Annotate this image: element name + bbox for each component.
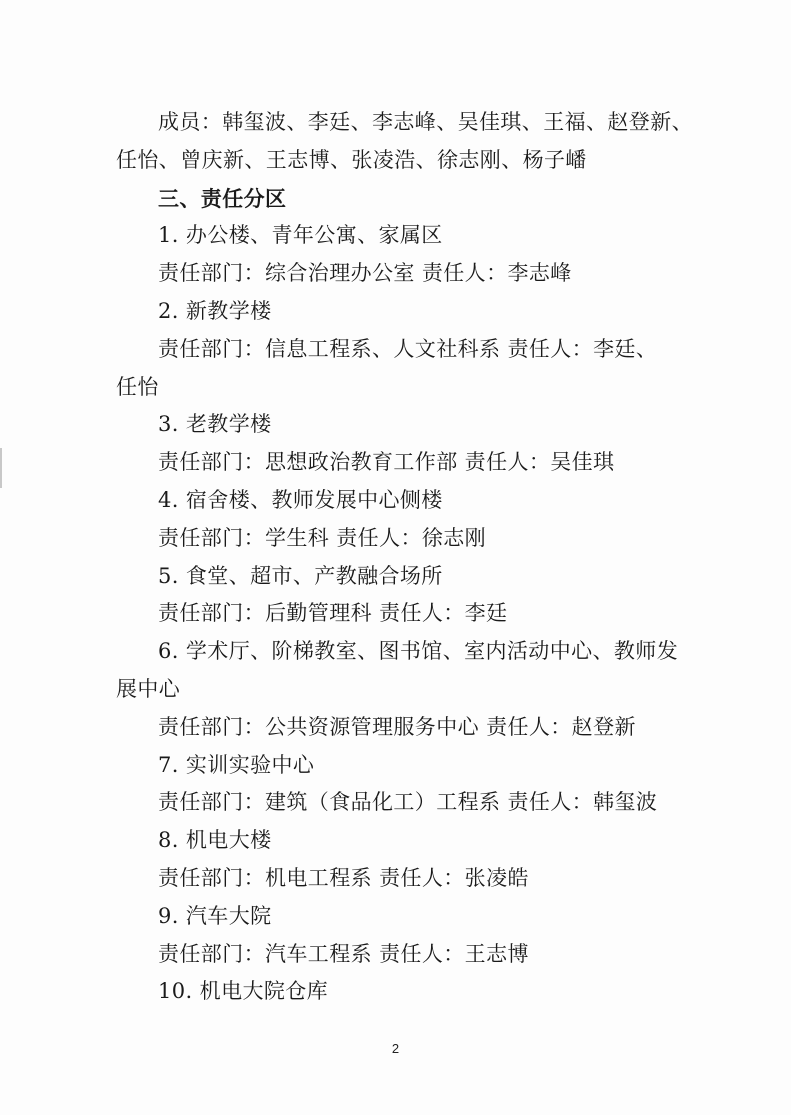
text-line: 任怡、曾庆新、王志博、张凌浩、徐志刚、杨子嶓 — [116, 147, 587, 172]
text-line: 责任部门：汽车工程系 责任人：王志博 — [158, 941, 529, 966]
text-line: 责任部门：综合治理办公室 责任人：李志峰 — [158, 261, 572, 286]
text-line: 责任部门：思想政治教育工作部 责任人：吴佳琪 — [158, 450, 615, 475]
text-line: 责任部门：机电工程系 责任人：张凌皓 — [158, 865, 529, 890]
text-line: 4. 宿舍楼、教师发展中心侧楼 — [158, 487, 443, 512]
text-line: 展中心 — [116, 676, 181, 701]
text-line: 责任部门：信息工程系、人文社科系 责任人：李廷、 — [158, 336, 658, 361]
text-line: 7. 实训实验中心 — [158, 752, 315, 777]
document-body — [116, 104, 693, 1011]
page-number: 2 — [391, 1041, 400, 1056]
text-line: 责任部门：建筑（食品化工）工程系 责任人：韩玺波 — [158, 790, 658, 815]
section-heading: 三、责任分区 — [158, 185, 287, 211]
scan-edge-mark — [0, 448, 2, 488]
text-line: 成员：韩玺波、李廷、李志峰、吴佳琪、王福、赵登新、 — [158, 110, 693, 134]
text-line: 责任部门：公共资源管理服务中心 责任人：赵登新 — [158, 714, 636, 739]
text-line: 5. 食堂、超市、产教融合场所 — [158, 563, 443, 588]
text-line: 10. 机电大院仓库 — [158, 979, 329, 1004]
text-line: 2. 新教学楼 — [158, 298, 272, 323]
text-line: 任怡 — [116, 374, 159, 399]
text-line: 8. 机电大楼 — [158, 828, 272, 853]
text-line: 6. 学术厅、阶梯教室、图书馆、室内活动中心、教师发 — [158, 639, 679, 664]
text-line: 责任部门：后勤管理科 责任人：李廷 — [158, 601, 508, 626]
text-line: 9. 汽车大院 — [158, 903, 272, 928]
text-line: 责任部门：学生科 责任人：徐志刚 — [158, 525, 487, 550]
text-line: 1. 办公楼、青年公寓、家属区 — [158, 223, 443, 248]
text-line: 3. 老教学楼 — [158, 412, 272, 437]
